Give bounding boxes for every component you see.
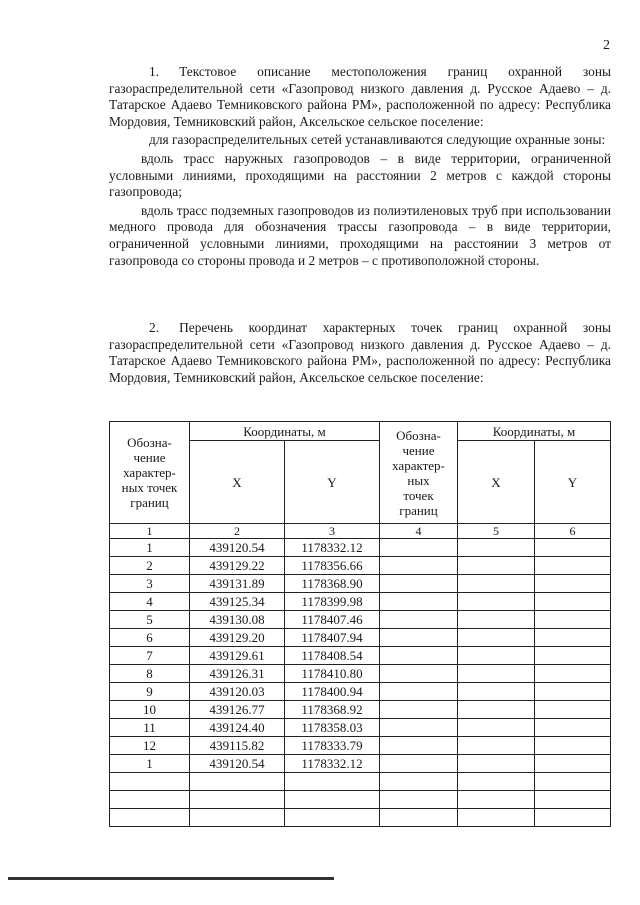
empty-table-row [110, 809, 611, 827]
x-cell: 439129.20 [190, 629, 285, 647]
table-row [110, 665, 611, 683]
empty-cell [458, 575, 535, 593]
column-number: 3 [285, 524, 380, 539]
column-number: 5 [458, 524, 535, 539]
table-row [110, 629, 611, 647]
x-cell: 439120.03 [190, 683, 285, 701]
y-cell: 1178399.98 [285, 593, 380, 611]
empty-cell [535, 737, 611, 755]
point-cell: 11 [110, 719, 190, 737]
empty-cell [380, 575, 458, 593]
empty-cell [380, 683, 458, 701]
empty-cell [535, 557, 611, 575]
x-cell: 439120.54 [190, 539, 285, 557]
x-cell: 439125.34 [190, 593, 285, 611]
empty-cell [380, 593, 458, 611]
empty-cell [380, 791, 458, 809]
empty-cell [380, 557, 458, 575]
column-number-row [110, 524, 611, 539]
header-x-right: X [458, 441, 535, 524]
empty-cell [458, 719, 535, 737]
y-cell: 1178407.94 [285, 629, 380, 647]
header-point-designation-left: Обозна- чение характер- ных точек границ [110, 422, 190, 524]
header-x-left: X [190, 441, 285, 524]
table-row [110, 611, 611, 629]
point-cell: 4 [110, 593, 190, 611]
point-cell: 9 [110, 683, 190, 701]
footer-divider [8, 877, 334, 880]
point-cell: 1 [110, 539, 190, 557]
point-cell: 8 [110, 665, 190, 683]
y-cell: 1178408.54 [285, 647, 380, 665]
empty-cell [458, 791, 535, 809]
table-row [110, 557, 611, 575]
header-coordinates-right: Координаты, м [458, 422, 611, 441]
empty-cell [285, 791, 380, 809]
section-1-intro: для газораспределительных сетей устанавливаются следующие охранные зоны: [149, 132, 606, 148]
column-number: 2 [190, 524, 285, 539]
empty-cell [380, 611, 458, 629]
y-cell: 1178368.92 [285, 701, 380, 719]
table-row [110, 539, 611, 557]
page-number: 2 [603, 38, 610, 53]
empty-cell [285, 773, 380, 791]
point-cell: 2 [110, 557, 190, 575]
empty-cell [458, 665, 535, 683]
empty-cell [535, 809, 611, 827]
section-1-text [109, 64, 611, 271]
empty-cell [535, 719, 611, 737]
empty-cell [458, 593, 535, 611]
table-row [110, 683, 611, 701]
table-row [110, 593, 611, 611]
empty-cell [535, 773, 611, 791]
column-number: 4 [380, 524, 458, 539]
empty-cell [535, 629, 611, 647]
empty-table-row [110, 791, 611, 809]
y-cell: 1178358.03 [285, 719, 380, 737]
empty-cell [458, 647, 535, 665]
empty-cell [458, 773, 535, 791]
empty-cell [458, 755, 535, 773]
section-2-text [109, 320, 611, 388]
empty-cell [458, 809, 535, 827]
point-cell: 12 [110, 737, 190, 755]
coordinates-table [109, 421, 611, 827]
table-row [110, 647, 611, 665]
empty-cell [380, 773, 458, 791]
x-cell: 439124.40 [190, 719, 285, 737]
empty-cell [380, 719, 458, 737]
empty-cell [535, 755, 611, 773]
empty-cell [380, 755, 458, 773]
header-y-right: Y [535, 441, 611, 524]
y-cell: 1178368.90 [285, 575, 380, 593]
table-row [110, 575, 611, 593]
empty-cell [110, 791, 190, 809]
table-body [110, 539, 611, 827]
empty-cell [380, 629, 458, 647]
empty-cell [380, 809, 458, 827]
empty-cell [285, 809, 380, 827]
empty-cell [458, 629, 535, 647]
section-1-heading: 1. Текстовое описание местоположения границ охранной зоны газораспределительной сети «Газопровод низкого давления д. Русское Адаево – д. Татарское Адаево Темниковского района РМ», расположенной по адресу: Республика Мордовия, Темниковский район, Аксельское сельское поселение: [109, 64, 611, 129]
empty-cell [535, 593, 611, 611]
table-row [110, 737, 611, 755]
x-cell: 439129.22 [190, 557, 285, 575]
y-cell: 1178333.79 [285, 737, 380, 755]
empty-cell [535, 791, 611, 809]
empty-cell [535, 539, 611, 557]
empty-cell [535, 611, 611, 629]
section-1-item-underground: вдоль трасс подземных газопроводов из полиэтиленовых труб при использовании медного провода для обозначения трассы газопровода – в виде территории, ограниченной условными линиями, проходящими на расстоянии 3 метров от газопровода со стороны провода и 2 метров – с противоположной стороны. [109, 202, 611, 268]
column-number: 6 [535, 524, 611, 539]
x-cell: 439129.61 [190, 647, 285, 665]
y-cell: 1178400.94 [285, 683, 380, 701]
point-cell: 5 [110, 611, 190, 629]
x-cell: 439120.54 [190, 755, 285, 773]
y-cell: 1178332.12 [285, 755, 380, 773]
y-cell: 1178410.80 [285, 665, 380, 683]
point-cell: 1 [110, 755, 190, 773]
empty-cell [380, 737, 458, 755]
section-2-heading: 2. Перечень координат характерных точек границ охранной зоны газораспределительной сети «Газопровод низкого давления д. Русское Адаево – д. Татарское Адаево Темниковского района РМ», расположенной по адресу: Республика Мордовия, Темниковский район, Аксельское сельское поселение: [109, 320, 611, 385]
header-coordinates-left: Координаты, м [190, 422, 380, 441]
table-row [110, 701, 611, 719]
empty-cell [535, 647, 611, 665]
empty-cell [458, 737, 535, 755]
empty-cell [110, 773, 190, 791]
x-cell: 439115.82 [190, 737, 285, 755]
section-1-item-outer: вдоль трасс наружных газопроводов – в виде территории, ограниченной условными линиями, проходящими на расстоянии 2 метров с каждой стороны газопровода; [109, 150, 611, 200]
column-number: 1 [110, 524, 190, 539]
y-cell: 1178332.12 [285, 539, 380, 557]
empty-cell [380, 701, 458, 719]
y-cell: 1178356.66 [285, 557, 380, 575]
empty-cell [190, 809, 285, 827]
empty-cell [535, 683, 611, 701]
empty-cell [535, 575, 611, 593]
empty-table-row [110, 773, 611, 791]
point-cell: 10 [110, 701, 190, 719]
point-cell: 7 [110, 647, 190, 665]
x-cell: 439131.89 [190, 575, 285, 593]
empty-cell [380, 665, 458, 683]
empty-cell [190, 773, 285, 791]
empty-cell [380, 539, 458, 557]
x-cell: 439126.31 [190, 665, 285, 683]
x-cell: 439126.77 [190, 701, 285, 719]
y-cell: 1178407.46 [285, 611, 380, 629]
empty-cell [458, 539, 535, 557]
table-row [110, 719, 611, 737]
empty-cell [110, 809, 190, 827]
empty-cell [458, 611, 535, 629]
empty-cell [535, 665, 611, 683]
empty-cell [190, 791, 285, 809]
table-row [110, 755, 611, 773]
header-y-left: Y [285, 441, 380, 524]
empty-cell [458, 683, 535, 701]
empty-cell [458, 701, 535, 719]
empty-cell [535, 701, 611, 719]
point-cell: 6 [110, 629, 190, 647]
empty-cell [380, 647, 458, 665]
point-cell: 3 [110, 575, 190, 593]
x-cell: 439130.08 [190, 611, 285, 629]
header-point-designation-right: Обозна- чение характер- ных точек границ [380, 422, 458, 524]
empty-cell [458, 557, 535, 575]
